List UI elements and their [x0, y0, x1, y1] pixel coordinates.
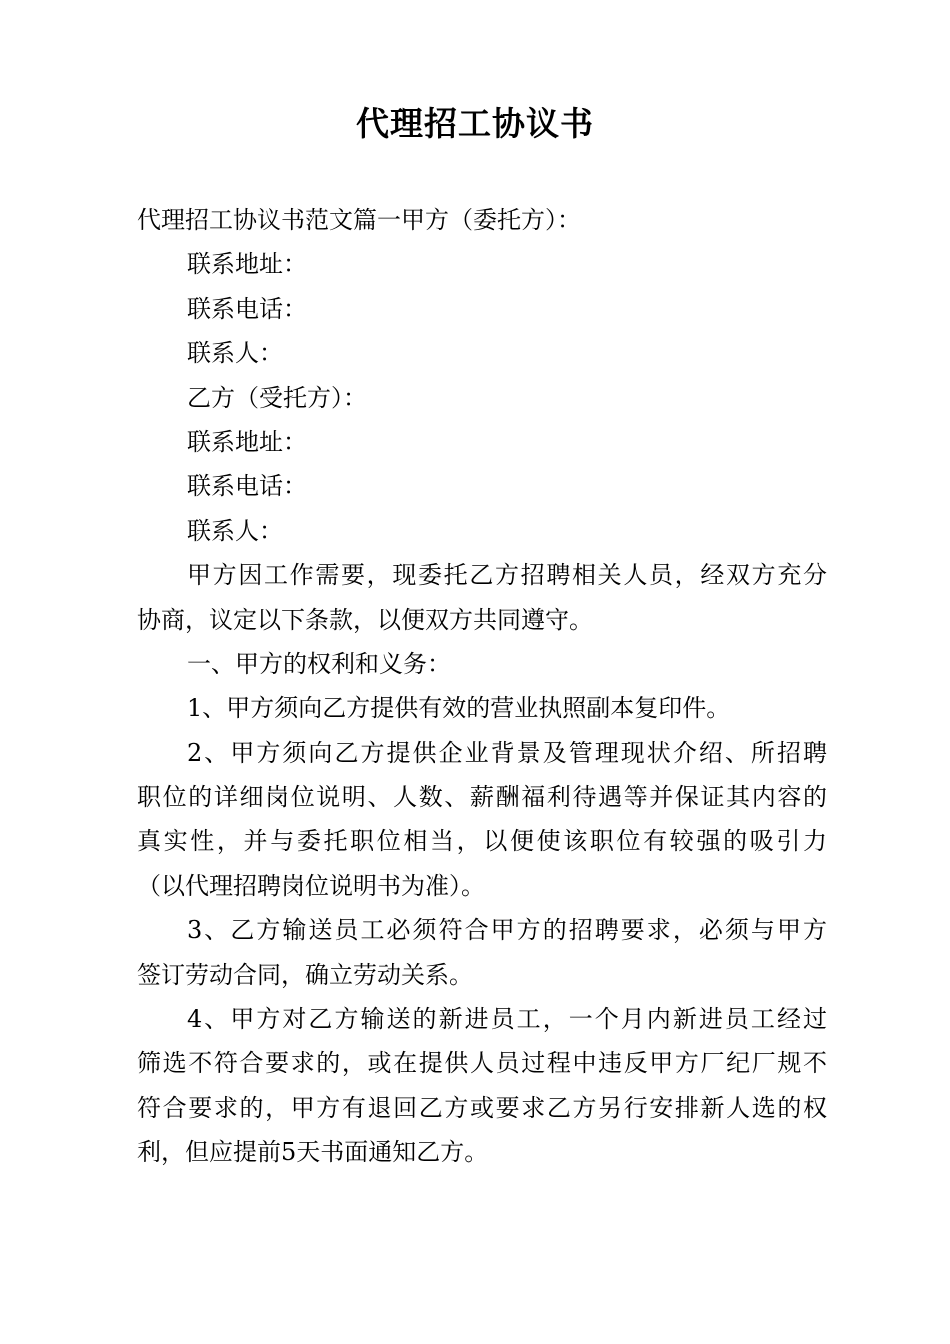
party-b-phone: 联系电话： [187, 472, 307, 501]
paragraph-line: 甲方因工作需要，现委托乙方招聘相关人员，经双方充分 [187, 561, 827, 590]
clause-line: 2、甲方须向乙方提供企业背景及管理现状介绍、所招聘 [187, 738, 827, 767]
party-b-heading: 乙方（受托方）： [187, 383, 367, 412]
party-a-address: 联系地址： [187, 250, 307, 279]
party-a-contact: 联系人： [187, 339, 283, 368]
paragraph-line: 协商，议定以下条款，以便双方共同遵守。 [137, 605, 593, 634]
clause-line: 职位的详细岗位说明、人数、薪酬福利待遇等并保证其内容的 [137, 783, 827, 812]
document-body [137, 198, 827, 1175]
clause-line: 4、甲方对乙方输送的新进员工，一个月内新进员工经过 [187, 1005, 827, 1034]
party-b-address: 联系地址： [187, 427, 307, 456]
clause-line: 符合要求的，甲方有退回乙方或要求乙方另行安排新人选的权 [137, 1093, 827, 1122]
clause-line: 筛选不符合要求的，或在提供人员过程中违反甲方厂纪厂规不 [137, 1049, 827, 1078]
document-title: 代理招工协议书 [356, 104, 594, 143]
party-b-contact: 联系人： [187, 516, 283, 545]
section-heading: 一、甲方的权利和义务： [187, 649, 451, 678]
party-a-phone: 联系电话： [187, 294, 307, 323]
clause-line: 1、甲方须向乙方提供有效的营业执照副本复印件。 [187, 694, 731, 723]
intro-line: 代理招工协议书范文篇一甲方（委托方）： [137, 206, 581, 234]
clause-line: （以代理招聘岗位说明书为准）。 [137, 871, 485, 900]
clause-line: 利，但应提前5天书面通知乙方。 [137, 1138, 489, 1167]
clause-line: 签订劳动合同，确立劳动关系。 [137, 960, 473, 989]
clause-line: 3、乙方输送员工必须符合甲方的招聘要求，必须与甲方 [187, 916, 827, 945]
clause-line: 真实性，并与委托职位相当，以便使该职位有较强的吸引力 [137, 827, 827, 856]
